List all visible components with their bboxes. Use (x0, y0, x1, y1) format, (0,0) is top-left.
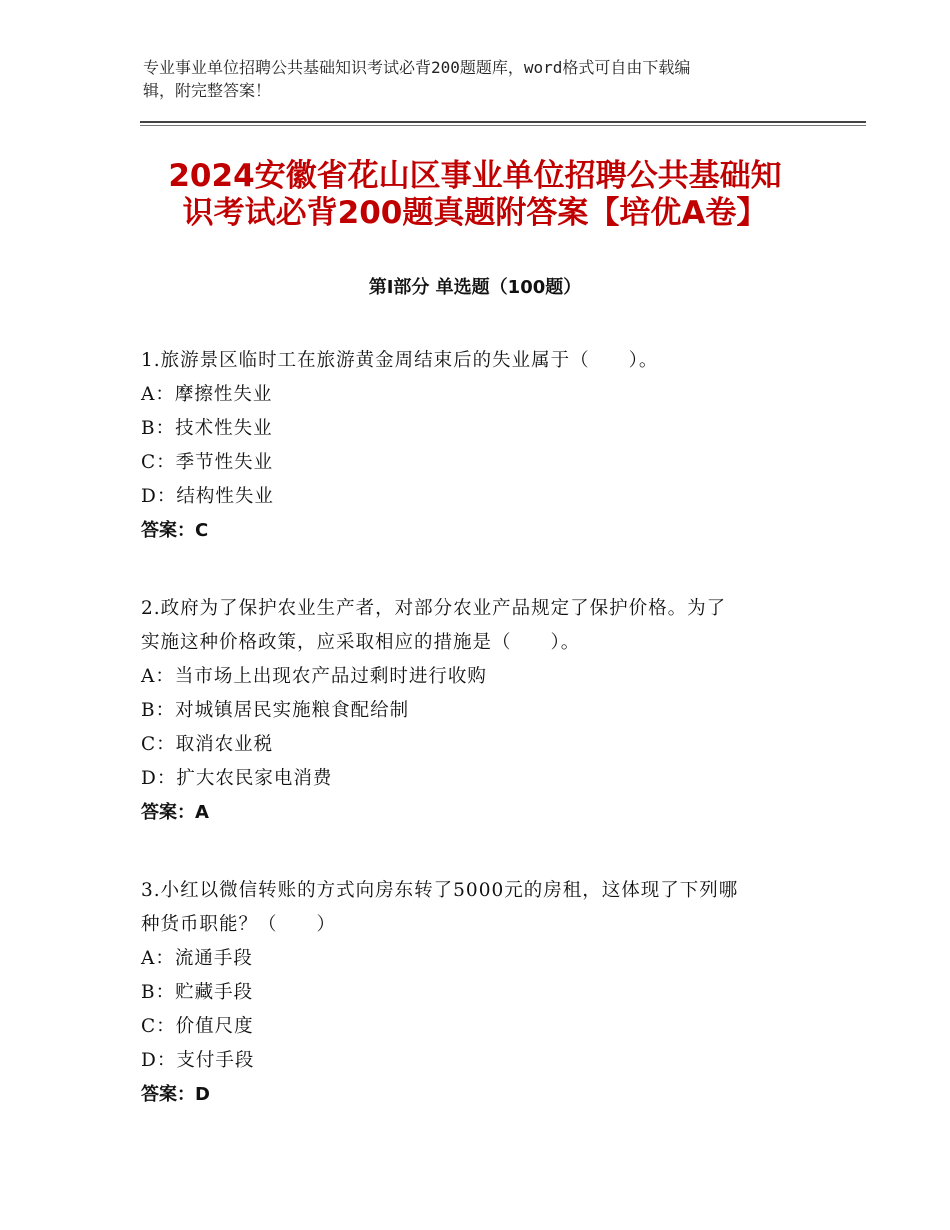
option-c: C：季节性失业 (141, 452, 274, 473)
question-2 (141, 592, 821, 830)
option-d: D：结构性失业 (141, 486, 274, 507)
question-stem-line: 种货币职能？（ ） (141, 914, 337, 935)
option-a: A：当市场上出现农产品过剩时进行收购 (141, 666, 487, 687)
question-3 (141, 874, 821, 1112)
option-d: D：支付手段 (141, 1050, 255, 1071)
option-b: B：技术性失业 (141, 418, 273, 439)
question-stem (141, 344, 821, 378)
section-heading: 第Ⅰ部分 单选题（100题） (368, 277, 582, 298)
document-title (130, 158, 820, 232)
question-stem-line: 3.小红以微信转账的方式向房东转了5000元的房租，这体现了下列哪 (141, 880, 739, 901)
answer-label: 答案：C (141, 520, 209, 541)
answer-label: 答案：A (141, 802, 209, 823)
question-stem-line: 2.政府为了保护农业生产者，对部分农业产品规定了保护价格。为了 (141, 598, 727, 619)
question-stem-line: 1.旅游景区临时工在旅游黄金周结束后的失业属于（ ）。 (141, 350, 659, 371)
header-divider-thick (140, 121, 866, 123)
option-b: B：对城镇居民实施粮食配给制 (141, 700, 410, 721)
option-a: A：流通手段 (141, 948, 253, 969)
question-stem-line: 实施这种价格政策，应采取相应的措施是（ ）。 (141, 632, 581, 653)
header-note (143, 56, 803, 102)
question-list (141, 344, 821, 1156)
answer-label: 答案：D (141, 1084, 210, 1105)
option-d: D：扩大农民家电消费 (141, 768, 333, 789)
question-stem (141, 592, 821, 660)
header-note-line-1: 专业事业单位招聘公共基础知识考试必背200题题库，word格式可自由下载编 (143, 58, 691, 77)
option-b: B：贮藏手段 (141, 982, 254, 1003)
document-title-line-2: 识考试必背200题真题附答案【培优A卷】 (182, 195, 768, 231)
document-title-line-1: 2024安徽省花山区事业单位招聘公共基础知 (168, 158, 782, 194)
option-a: A：摩擦性失业 (141, 384, 273, 405)
option-c: C：价值尺度 (141, 1016, 254, 1037)
option-c: C：取消农业税 (141, 734, 274, 755)
header-divider-thin (140, 125, 866, 126)
question-stem (141, 874, 821, 942)
question-1 (141, 344, 821, 548)
header-note-line-2: 辑，附完整答案！ (143, 81, 272, 100)
